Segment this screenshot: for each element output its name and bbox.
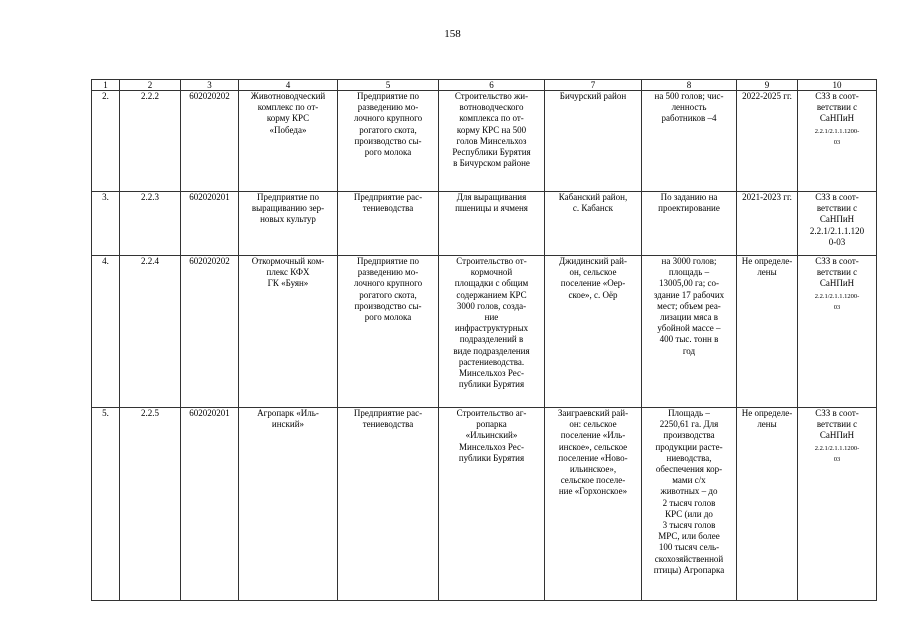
zone-code: 2.2.1/2.1.1.1200- 03: [814, 444, 860, 463]
row-purpose: Предприятие рас- тениеводства: [338, 192, 439, 256]
row-params: Площадь – 2250,61 га. Для производства продукции расте- ниеводства, обеспечения кор- мами с/х животных – до 2 тысяч голов КРС (или до 3 тысяч голов МРС, или более 100 тысяч сель- скохозяйственной птицы) Агропарка: [642, 408, 737, 601]
column-header: 6: [439, 80, 545, 91]
row-characteristic: Для выращивания пшеницы и ячменя: [439, 192, 545, 256]
row-purpose: Предприятие рас- тениеводства: [338, 408, 439, 601]
column-header: 4: [239, 80, 338, 91]
table-row: [92, 256, 877, 408]
row-zone: [798, 91, 877, 192]
table-row: [92, 192, 877, 256]
column-header: 8: [642, 80, 737, 91]
row-location: Заиграевский рай- он: сельское поселение «Иль- инское», сельское поселение «Ново- ильинское», сельское поселе- ние «Горхонское»: [545, 408, 642, 601]
column-header: 7: [545, 80, 642, 91]
row-id: 602020202: [181, 91, 239, 192]
row-purpose: Предприятие по разведению мо- лочного крупного рогатого скота, производство сы- рого молока: [338, 91, 439, 192]
row-code: 2.2.5: [120, 408, 181, 601]
row-location: Джидинский рай- он, сельское поселение «Оер- ское», с. Оёр: [545, 256, 642, 408]
row-zone: СЗЗ в соот- ветствии с СаНПиН 2.2.1/2.1.1.120 0-03: [798, 192, 877, 256]
row-zone: [798, 408, 877, 601]
zone-text: СЗЗ в соот- ветствии с СаНПиН: [815, 256, 859, 289]
zone-code: 2.2.1/2.1.1.1200- 03: [814, 127, 860, 146]
row-code: 2.2.3: [120, 192, 181, 256]
column-header: 9: [737, 80, 798, 91]
row-id: 602020201: [181, 408, 239, 601]
table-row: [92, 408, 877, 601]
zone-text: СЗЗ в соот- ветствии с СаНПиН: [815, 408, 859, 441]
row-params: на 500 голов; чис- ленность работников –4: [642, 91, 737, 192]
row-number: 2.: [92, 91, 120, 192]
row-object: Откормочный ком- плекс КФХ ГК «Буян»: [239, 256, 338, 408]
row-object: Агропарк «Иль- инский»: [239, 408, 338, 601]
column-header: 3: [181, 80, 239, 91]
header-row: [92, 80, 877, 91]
row-id: 602020202: [181, 256, 239, 408]
row-term: 2021-2023 гг.: [737, 192, 798, 256]
column-header: 2: [120, 80, 181, 91]
row-location: Бичурский район: [545, 91, 642, 192]
row-term: Не определе- лены: [737, 256, 798, 408]
zone-text: СЗЗ в соот- ветствии с СаНПиН: [815, 91, 859, 124]
column-header: 5: [338, 80, 439, 91]
row-code: 2.2.2: [120, 91, 181, 192]
row-characteristic: Строительство от- кормочной площадки с общим содержанием КРС 3000 голов, созда- ние инфраструктурных подразделений в виде подразделения растениеводства. Минсельхоз Рес- публики Бурятия: [439, 256, 545, 408]
row-id: 602020201: [181, 192, 239, 256]
row-characteristic: Строительство аг- ропарка «Ильинский» Минсельхоз Рес- публики Бурятия: [439, 408, 545, 601]
row-params: на 3000 голов; площадь – 13005,00 га; со- здание 17 рабочих мест; объем реа- лизации мяса в убойной массе – 400 тыс. тонн в год: [642, 256, 737, 408]
objects-table: [91, 79, 877, 601]
row-characteristic: Строительство жи- вотноводческого комплекса по от- корму КРС на 500 голов Минсельхоз Республики Бурятия в Бичурском районе: [439, 91, 545, 192]
row-params: По заданию на проектирование: [642, 192, 737, 256]
row-zone: [798, 256, 877, 408]
row-number: 5.: [92, 408, 120, 601]
page-number: 158: [444, 28, 461, 40]
row-term: Не определе- лены: [737, 408, 798, 601]
row-location: Кабанский район, с. Кабанск: [545, 192, 642, 256]
column-header: 1: [92, 80, 120, 91]
table-row: [92, 91, 877, 192]
row-number: 3.: [92, 192, 120, 256]
column-header: 10: [798, 80, 877, 91]
row-code: 2.2.4: [120, 256, 181, 408]
row-term: 2022-2025 гг.: [737, 91, 798, 192]
zone-code: 2.2.1/2.1.1.1200- 03: [814, 292, 860, 311]
row-object: Предприятие по выращиванию зер- новых культур: [239, 192, 338, 256]
row-number: 4.: [92, 256, 120, 408]
row-object: Животноводческий комплекс по от- корму КРС «Победа»: [239, 91, 338, 192]
row-purpose: Предприятие по разведению мо- лочного крупного рогатого скота, производство сы- рого молока: [338, 256, 439, 408]
